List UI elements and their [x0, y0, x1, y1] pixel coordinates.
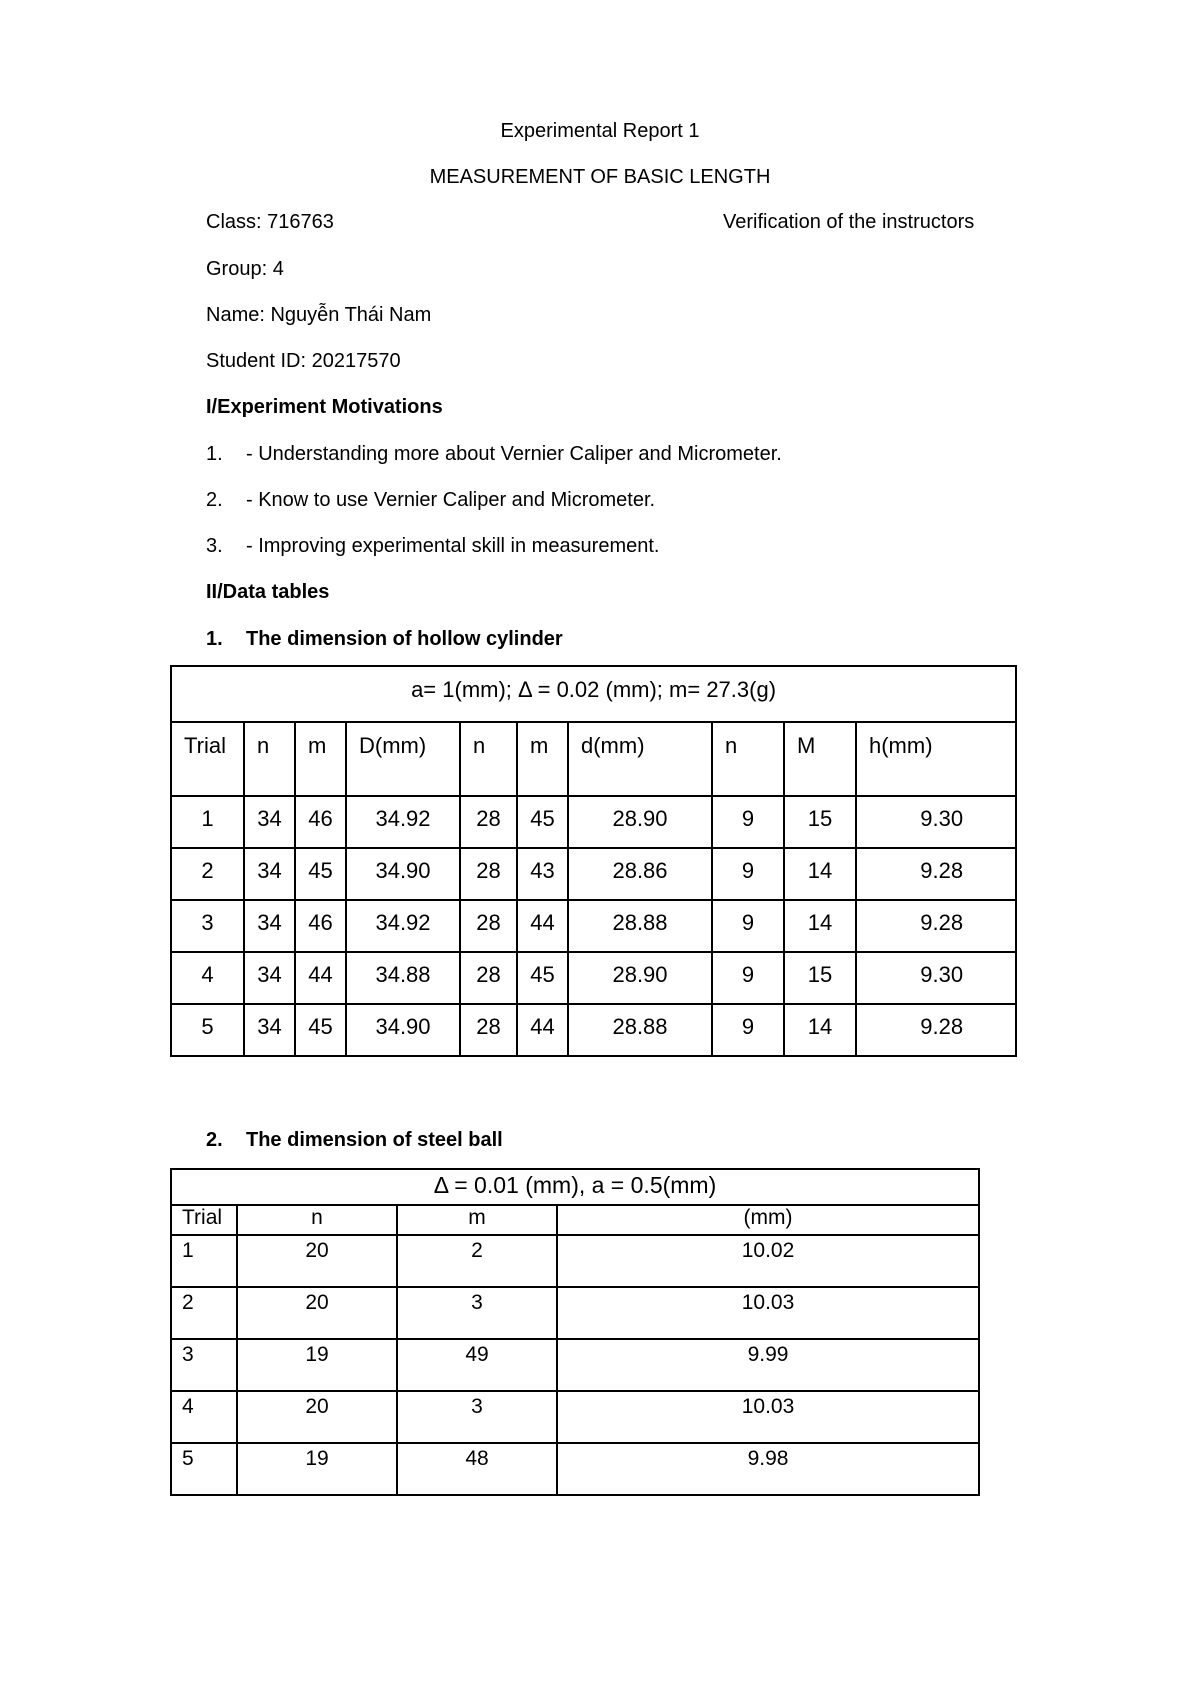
column-header: h(mm)	[856, 722, 1016, 796]
table-cell: 28	[460, 1004, 517, 1056]
table-cell: 44	[517, 900, 568, 952]
table-cell: 45	[517, 796, 568, 848]
table-header-row	[171, 666, 1016, 722]
table-cell: 46	[295, 900, 346, 952]
table-header-cell: a= 1(mm); Δ = 0.02 (mm); m= 27.3(g)	[171, 666, 1016, 722]
table-cell: 46	[295, 796, 346, 848]
table-cell: 19	[237, 1339, 397, 1391]
motivation-item-number: 3.	[206, 535, 223, 557]
table-row	[171, 848, 1016, 900]
table-cell: 10.03	[557, 1391, 979, 1443]
name-line: Name: Nguyễn Thái Nam	[206, 304, 432, 326]
column-header: m	[295, 722, 346, 796]
table-cell: 44	[295, 952, 346, 1004]
table-cell: 3	[397, 1287, 557, 1339]
table-cell: 34.88	[346, 952, 460, 1004]
table-cell: 15	[784, 952, 856, 1004]
column-header: Trial	[171, 722, 244, 796]
table-cell: 9	[712, 952, 784, 1004]
table-cell: 34	[244, 796, 295, 848]
column-header: d(mm)	[568, 722, 712, 796]
table-cell: 20	[237, 1287, 397, 1339]
table-cell: 9	[712, 796, 784, 848]
table-cell: 1	[171, 796, 244, 848]
table-cell: 48	[397, 1443, 557, 1495]
table-cell: 28.90	[568, 796, 712, 848]
column-header: m	[517, 722, 568, 796]
table-cell: 9	[712, 848, 784, 900]
table-cell: 3	[171, 900, 244, 952]
column-header: Trial	[171, 1205, 237, 1235]
table-cell: 49	[397, 1339, 557, 1391]
report-subtitle: MEASUREMENT OF BASIC LENGTH	[429, 166, 771, 188]
column-header: D(mm)	[346, 722, 460, 796]
table-row	[171, 1443, 979, 1495]
table-cell: 3	[171, 1339, 237, 1391]
table-cell: 28.90	[568, 952, 712, 1004]
motivation-item-number: 1.	[206, 443, 223, 465]
table-cell: 9.30	[856, 952, 1016, 1004]
motivation-item-text: - Improving experimental skill in measurement.	[246, 535, 660, 557]
table-cell: 34.92	[346, 796, 460, 848]
table-cell: 9	[712, 1004, 784, 1056]
table-row	[171, 1391, 979, 1443]
table-cell: 28.86	[568, 848, 712, 900]
table-cell: 9.98	[557, 1443, 979, 1495]
motivation-item-text: - Understanding more about Vernier Caliper and Micrometer.	[246, 443, 782, 465]
table-cell: 28.88	[568, 1004, 712, 1056]
subsection-number: 1.	[206, 628, 223, 650]
table-row	[171, 796, 1016, 848]
table-cell: 34	[244, 1004, 295, 1056]
table-row	[171, 1235, 979, 1287]
table-cell: 4	[171, 1391, 237, 1443]
table-cell: 9.99	[557, 1339, 979, 1391]
table-row	[171, 952, 1016, 1004]
table-cell: 10.03	[557, 1287, 979, 1339]
table-cell: 43	[517, 848, 568, 900]
table-cell: 28	[460, 952, 517, 1004]
table-cell: 28	[460, 900, 517, 952]
column-header: n	[712, 722, 784, 796]
hollow-cylinder-table	[170, 665, 1017, 1057]
table-cell: 9	[712, 900, 784, 952]
table-cell: 5	[171, 1443, 237, 1495]
column-header: n	[460, 722, 517, 796]
section-heading-data-tables: II/Data tables	[206, 581, 330, 603]
column-header-row	[171, 722, 1016, 796]
table-cell: 45	[295, 1004, 346, 1056]
table-cell: 9.28	[856, 900, 1016, 952]
motivation-item-text: - Know to use Vernier Caliper and Micrometer.	[246, 489, 656, 511]
table-cell: 9.28	[856, 848, 1016, 900]
table-cell: 34	[244, 952, 295, 1004]
table-header-row	[171, 1169, 979, 1205]
table-row	[171, 1004, 1016, 1056]
table-cell: 20	[237, 1235, 397, 1287]
table-cell: 9.28	[856, 1004, 1016, 1056]
column-header: n	[244, 722, 295, 796]
table-cell: 1	[171, 1235, 237, 1287]
class-line: Class: 716763	[206, 211, 334, 233]
table-cell: 20	[237, 1391, 397, 1443]
group-line: Group: 4	[206, 258, 284, 280]
table-cell: 28.88	[568, 900, 712, 952]
table-header-cell: Δ = 0.01 (mm), a = 0.5(mm)	[171, 1169, 979, 1205]
subsection-title-hollow-cylinder: The dimension of hollow cylinder	[246, 628, 563, 650]
section-heading-motivations: I/Experiment Motivations	[206, 396, 443, 418]
subsection-number: 2.	[206, 1129, 223, 1151]
report-title: Experimental Report 1	[500, 120, 700, 142]
table-cell: 10.02	[557, 1235, 979, 1287]
table-cell: 34	[244, 900, 295, 952]
table-cell: 34.90	[346, 848, 460, 900]
subsection-title-steel-ball: The dimension of steel ball	[246, 1129, 503, 1151]
table-cell: 34.90	[346, 1004, 460, 1056]
table-cell: 14	[784, 848, 856, 900]
table-cell: 3	[397, 1391, 557, 1443]
table-cell: 28	[460, 796, 517, 848]
column-header: M	[784, 722, 856, 796]
table-row	[171, 1287, 979, 1339]
table-cell: 14	[784, 1004, 856, 1056]
table-cell: 34	[244, 848, 295, 900]
verification-label: Verification of the instructors	[723, 211, 975, 233]
table-cell: 4	[171, 952, 244, 1004]
column-header-row	[171, 1205, 979, 1235]
table-cell: 28	[460, 848, 517, 900]
table-cell: 2	[397, 1235, 557, 1287]
table-cell: 19	[237, 1443, 397, 1495]
table-cell: 14	[784, 900, 856, 952]
column-header: n	[237, 1205, 397, 1235]
table-cell: 2	[171, 848, 244, 900]
table-cell: 34.92	[346, 900, 460, 952]
table-cell: 45	[295, 848, 346, 900]
table-cell: 9.30	[856, 796, 1016, 848]
motivation-item-number: 2.	[206, 489, 223, 511]
student-id-line: Student ID: 20217570	[206, 350, 401, 372]
table-cell: 5	[171, 1004, 244, 1056]
table-cell: 2	[171, 1287, 237, 1339]
table-cell: 44	[517, 1004, 568, 1056]
column-header: m	[397, 1205, 557, 1235]
steel-ball-table	[170, 1168, 980, 1496]
column-header: (mm)	[557, 1205, 979, 1235]
table-row	[171, 900, 1016, 952]
table-cell: 15	[784, 796, 856, 848]
table-cell: 45	[517, 952, 568, 1004]
table-row	[171, 1339, 979, 1391]
